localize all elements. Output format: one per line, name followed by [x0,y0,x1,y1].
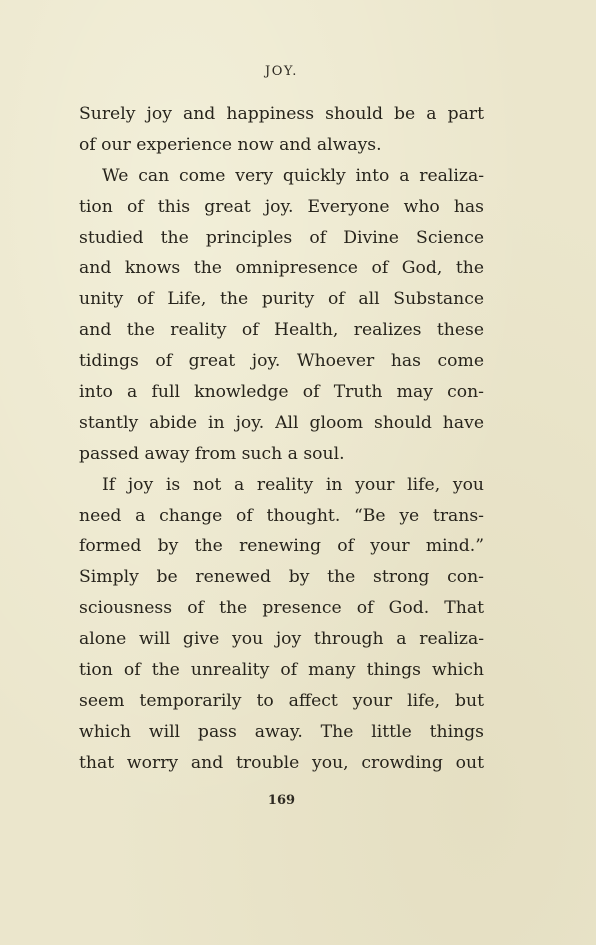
body-text [79,99,484,779]
page-number: 169 [267,793,296,808]
paragraph-2 [79,161,484,470]
text-line: passed away from such a soul. [79,443,345,464]
text-line: We can come very quickly into a realiza- [102,165,484,186]
text-line: sciousness of the presence of God. That [79,598,484,619]
running-head: JOY. [265,64,298,79]
text-line: need a change of thought. “Be ye trans- [79,505,484,526]
text-line: and knows the omnipresence of God, the [79,258,484,279]
text-line: that worry and trouble you, crowding out [79,752,484,773]
text-line: tion of this great joy. Everyone who has [79,196,484,217]
text-line: seem temporarily to affect your life, but [79,690,484,711]
paragraph-3 [79,470,484,779]
text-line: tion of the unreality of many things which [79,660,484,681]
text-line: into a full knowledge of Truth may con- [79,382,484,403]
text-line: tidings of great joy. Whoever has come [79,351,484,372]
text-line: which will pass away. The little things [79,721,484,742]
paragraph-1 [79,99,484,161]
text-line: studied the principles of Divine Science [79,227,484,248]
text-line: formed by the renewing of your mind.” [79,536,484,557]
text-line: alone will give you joy through a realiza- [79,629,484,650]
text-line: Surely joy and happiness should be a part [79,104,484,124]
text-line: stantly abide in joy. All gloom should have [79,412,484,433]
text-line: of our experience now and always. [79,134,382,155]
text-line: If joy is not a reality in your life, you [102,474,484,495]
text-line: Simply be renewed by the strong con- [79,567,484,588]
text-line: unity of Life, the purity of all Substance [79,289,484,310]
text-line: and the reality of Health, realizes these [79,320,484,341]
